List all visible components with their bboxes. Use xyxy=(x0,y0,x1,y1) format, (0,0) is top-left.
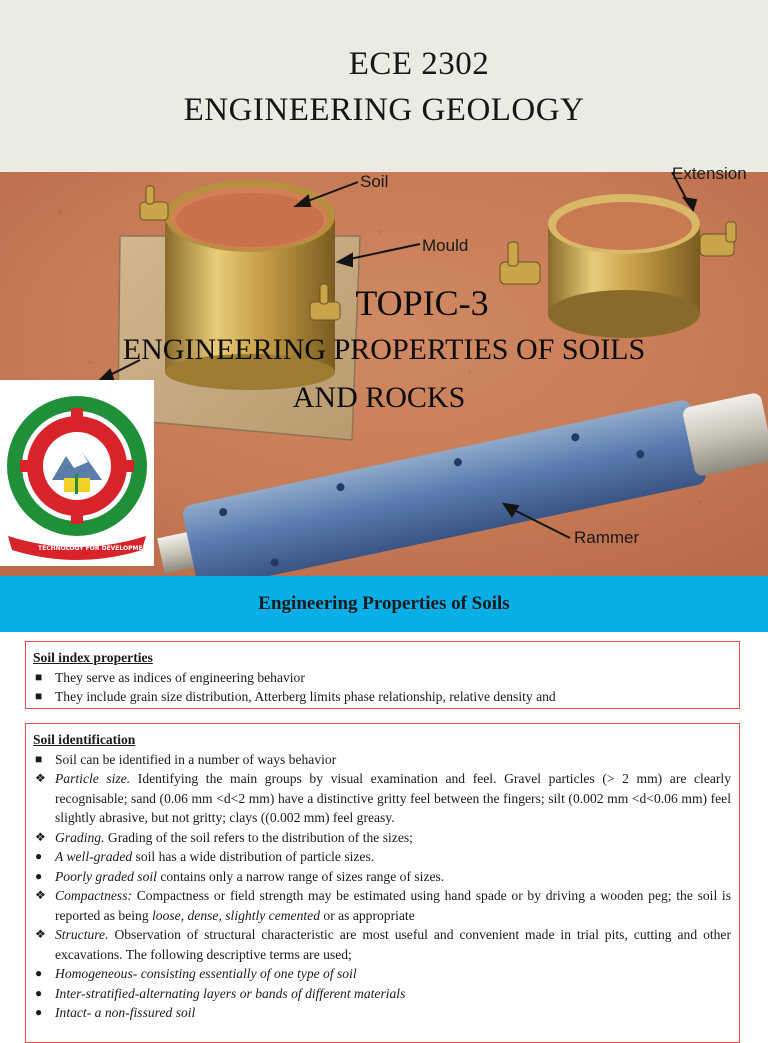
square-bullet-icon: ■ xyxy=(35,689,43,703)
list-item: ● Poorly graded soil contains only a narrow range of sizes range of sizes. xyxy=(33,867,731,887)
title-band xyxy=(0,0,768,172)
photo-label-mould: Mould xyxy=(422,236,469,255)
diamond-bullet-icon: ❖ xyxy=(35,771,46,785)
list-item: ❖ Compactness: Compactness or field strength may be estimated using hand spade or by driving a wooden peg; the soil is reported as being loose, dense, slightly cemented or as appropriate xyxy=(35,888,731,923)
round-bullet-icon: ● xyxy=(35,1005,43,1019)
list-item: ● A well-graded soil has a wide distribution of particle sizes. xyxy=(33,847,731,867)
university-logo xyxy=(0,380,154,566)
box-heading: Soil identification xyxy=(33,732,136,747)
round-bullet-icon: ● xyxy=(35,849,43,863)
diamond-bullet-icon: ❖ xyxy=(35,927,46,941)
round-bullet-icon: ● xyxy=(35,985,43,1000)
notes-header xyxy=(0,576,768,632)
square-bullet-icon: ■ xyxy=(35,751,43,766)
soil-index-properties-box xyxy=(25,641,740,709)
notes-header-title: Engineering Properties of Soils xyxy=(258,593,510,614)
list-item: ■ Soil can be identified in a number of ways behavior xyxy=(33,750,731,770)
list-item: ■ They serve as indices of engineering behavior xyxy=(33,668,731,688)
photo-label-rammer: Rammer xyxy=(574,528,640,547)
round-bullet-icon: ● xyxy=(35,966,43,980)
square-bullet-icon: ■ xyxy=(35,669,43,684)
list-item: ❖ Grading. Grading of the soil refers to the distribution of the sizes; xyxy=(33,828,731,848)
photo-label-soil: Soil xyxy=(360,172,389,191)
round-bullet-icon: ● xyxy=(35,868,43,883)
photo-label-extension: Extension xyxy=(672,164,747,183)
list-item: ❖ Particle size. Identifying the main groups by visual examination and feel. Gravel particles (> 2 mm) are clearly recognisable; sand (0.06 mm <d<2 mm) have a distinctive gritty feel between the fingers; silt (0.002 mm <d<0.06 mm) feel slightly abrasive, but not gritty; clays ((0.002 mm) feel greasy. xyxy=(35,771,731,825)
list-item: ❖ Structure. Observation of structural characteristic are most useful and convenient made in trial pits, cutting and other excavations. The following descriptive terms are used; xyxy=(35,927,731,962)
course-name: ENGINEERING GEOLOGY xyxy=(183,92,585,128)
diamond-bullet-icon: ❖ xyxy=(35,888,46,902)
course-code: ECE 2302 xyxy=(348,46,490,82)
svg-text:TECHNOLOGY FOR DEVELOPMENT: TECHNOLOGY FOR DEVELOPMENT xyxy=(38,545,152,552)
list-item: ● Homogeneous- consisting essentially of one type of soil xyxy=(33,964,731,984)
list-item: ■ They include grain size distribution, Atterberg limits phase relationship, relative density and xyxy=(33,687,731,707)
topic-title-line-1: ENGINEERING PROPERTIES OF SOILS xyxy=(122,333,646,366)
list-item: ● Intact- a non-fissured soil xyxy=(33,1003,731,1023)
box-heading: Soil index properties xyxy=(33,650,153,665)
topic-number: TOPIC-3 xyxy=(355,283,489,323)
topic-title-line-2: AND ROCKS xyxy=(292,381,466,414)
diamond-bullet-icon: ❖ xyxy=(35,829,46,844)
soil-identification-box xyxy=(25,723,740,1043)
list-item: ● Inter-stratified-alternating layers or bands of different materials xyxy=(33,984,731,1004)
